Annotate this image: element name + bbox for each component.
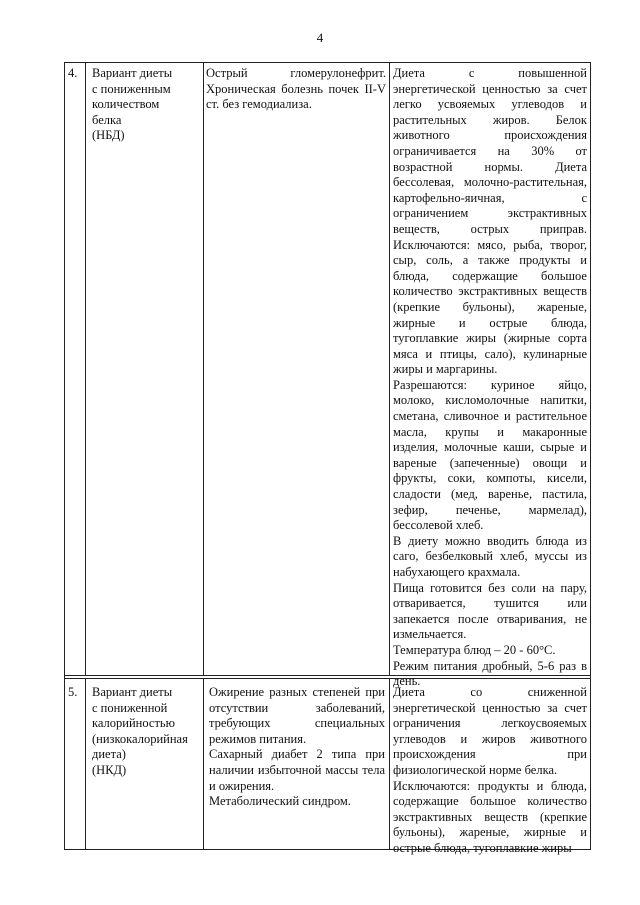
indications-paragraph: Сахарный диабет 2 типа при наличии избыточной массы тела и ожирения. <box>209 747 385 793</box>
diet-description <box>393 66 587 690</box>
indications-paragraph: Метаболический синдром. <box>209 794 351 809</box>
description-paragraph: Диета с повышенной энергетической ценностью за счет легко усвояемых углеводов и растительных жиров. Белок животного происхождения ограничивается на 30% от возрастной нормы. Диета бессолевая, молочно-растительная, картофельно-яичная, с ограничением экстрактивных веществ, острых приправ. Исключаются: мясо, рыба, творог, сыр, соль, а также продукты и блюда, содержащие большое количество экстрактивных веществ (крепкие бульоны), жареные, жирные и острые блюда, тугоплавкие жиры (жирные сорта мяса и птицы, сало), кулинарные жиры и маргарины. <box>393 66 587 377</box>
description-paragraph: Режим питания дробный, 5-6 раз в день. <box>393 658 587 689</box>
column-divider <box>203 63 204 849</box>
indications-text: Острый гломерулонефрит. Хроническая болезнь почек II-V ст. без гемодиализа. <box>206 66 386 112</box>
diet-variant-name: Вариант диеты с пониженным количеством белка (НБД) <box>92 66 173 143</box>
page-number: 4 <box>316 30 324 45</box>
diet-description <box>393 685 587 857</box>
diet-variant-name: Вариант диеты с пониженной калорийностью (низкокалорийная диета) (НКД) <box>92 685 188 777</box>
row-number: 4. <box>68 66 78 80</box>
column-divider <box>389 63 390 849</box>
diet-table <box>64 62 591 855</box>
description-paragraph: В диету можно вводить блюда из саго, безбелковый хлеб, муссы из набухающего крахмала. <box>393 533 587 579</box>
indications-text <box>209 685 385 810</box>
column-divider <box>85 63 86 849</box>
description-paragraph: Исключаются: продукты и блюда, содержащие большое количество экстрактивных веществ (крепкие бульоны), жареные, жирные и острые блюда, тугоплавкие жиры <box>393 778 587 855</box>
row-number: 5. <box>68 685 78 699</box>
indications-paragraph: Ожирение разных степеней при отсутствии заболеваний, требующих специальных режимов питания. <box>209 685 385 746</box>
description-paragraph: Разрешаются: куриное яйцо, молоко, кисломолочные напитки, сметана, сливочное и растительное масла, крупы и макаронные изделия, молочные каши, сырые и вареные (запеченные) овощи и фрукты, соки, компоты, кисели, сладости (мед, варенье, пастила, зефир, печенье, мармелад), бессолевой хлеб. <box>393 377 587 533</box>
description-paragraph: Температура блюд – 20 - 60°С. <box>393 642 556 657</box>
description-paragraph: Диета со сниженной энергетической ценностью за счет ограничения легкоусвояемых углеводов и жиров животного происхождения при физиологической норме белка. <box>393 685 587 777</box>
description-paragraph: Пища готовится без соли на пару, отваривается, тушится или запекается после отваривания, не измельчается. <box>393 580 587 642</box>
